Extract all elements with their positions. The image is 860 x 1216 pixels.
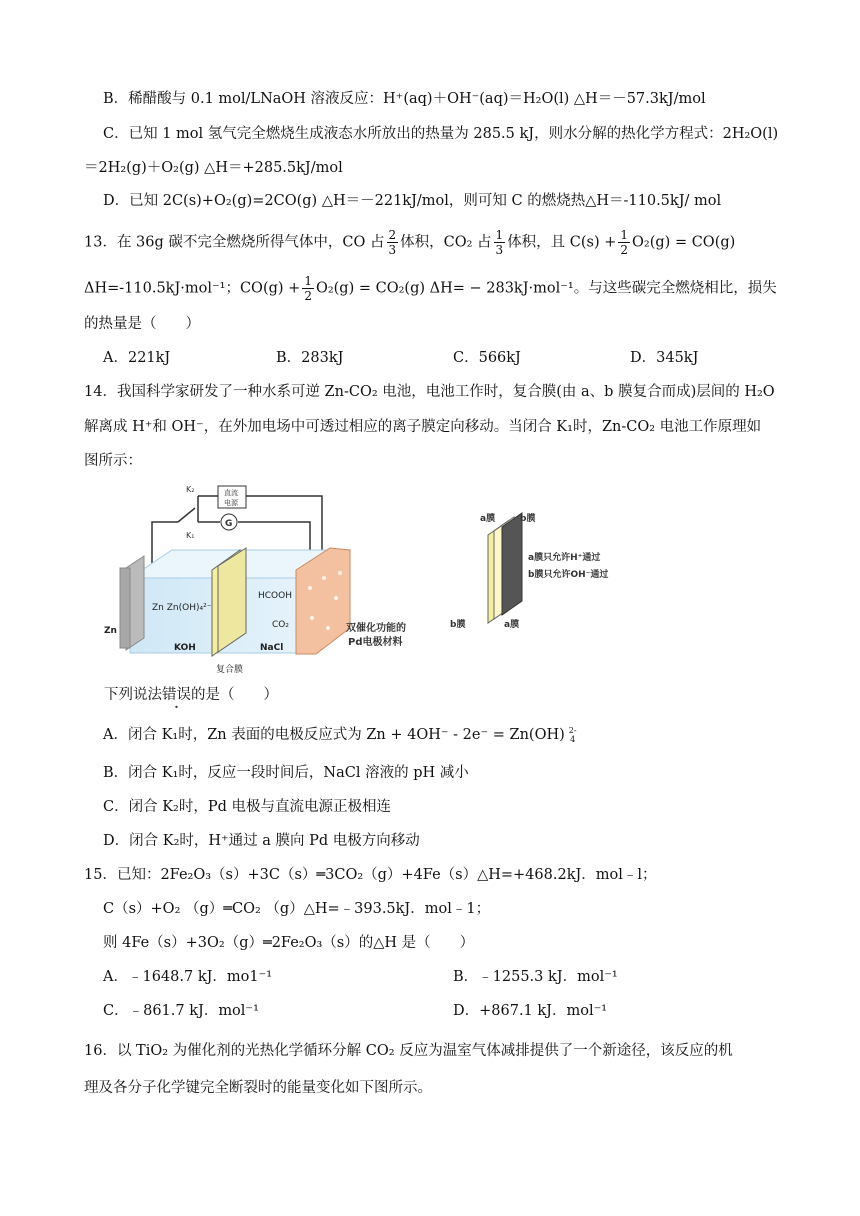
- nacl-label: NaCl: [260, 643, 284, 653]
- q14-stem-line2: 解离成 H⁺和 OH⁻，在外加电场中可透过相应的离子膜定向移动。当闭合 K₁时，Zn-CO₂ 电池工作原理如: [84, 419, 762, 435]
- fraction: $\frac{1}{2}$: [304, 274, 312, 303]
- q14-option-b: B．闭合 K₁时，反应一段时间后，NaCl 溶液的 pH 减小: [103, 765, 469, 781]
- fraction: $\frac{1}{3}$: [495, 228, 504, 257]
- q15-stem-line2: C（s）+O₂ （g）═CO₂ （g）△H=﹣393.5kJ．mol﹣1；: [103, 901, 491, 917]
- q15-option-d: D．+867.1 kJ．mol⁻¹: [453, 1003, 608, 1019]
- q13-option-b: B．283kJ: [276, 350, 344, 366]
- q15-option-b: B．﹣1255.3 kJ．mol⁻¹: [453, 969, 618, 985]
- q15-option-c: C．﹣861.7 kJ．mol⁻¹: [103, 1003, 259, 1019]
- b-film-note: b膜只允许OH⁻通过: [528, 570, 609, 580]
- q14-option-d: D．闭合 K₂时，H⁺通过 a 膜向 Pd 电极方向移动: [103, 833, 420, 849]
- q12-option-d: D．已知 2C(s)+O₂(g)=2CO(g) △H＝－221kJ/mol，则可知 C 的燃烧热△H＝-110.5kJ/ mol: [103, 193, 722, 209]
- q14-stem-line1: 14．我国科学家研发了一种水系可逆 Zn-CO₂ 电池，电池工作时，复合膜(由 a、b 膜复合而成)层间的 H₂O: [84, 384, 775, 400]
- b-film-top: b膜: [520, 514, 536, 524]
- pd-label-2: Pd电极材料: [348, 637, 403, 648]
- q12-option-c-line1: C．已知 1 mol 氢气完全燃烧生成液态水所放出的热量为 285.5 kJ，则水分解的热化学方程式：2H₂O(l): [103, 126, 779, 142]
- q12-option-c-line2: ＝2H₂(g)＋O₂(g) △H＝+285.5kJ/mol: [84, 160, 343, 176]
- emphasis-word: 错误: [162, 687, 191, 703]
- q16-stem-line1: 16．以 TiO₂ 为催化剂的光热化学循环分解 CO₂ 反应为温室气体减排提供了一个新途径，该反应的机: [84, 1043, 733, 1059]
- a-film-note: a膜只允许H⁺通过: [528, 553, 601, 563]
- composite-label: 复合膜: [216, 665, 244, 675]
- a-film-bottom: a膜: [504, 620, 520, 630]
- dc-power-label2: 电源: [224, 499, 238, 507]
- q13-option-d: D．345kJ: [630, 350, 699, 366]
- membrane-diagram: [448, 505, 638, 635]
- pd-label-1: 双催化功能的: [346, 623, 406, 634]
- q13-option-a: A．221kJ: [103, 350, 171, 366]
- a-film-top: a膜: [480, 514, 496, 524]
- hcooh-label: HCOOH: [258, 591, 292, 601]
- q14-question-stem: 下列说法错误的是（ ）: [104, 687, 278, 703]
- q15-stem-line3: 则 4Fe（s）+3O₂（g）═2Fe₂O₃（s）的△H 是（ ）: [103, 935, 475, 951]
- co2-label: CO₂: [272, 620, 289, 630]
- q15-option-a: A．﹣1648.7 kJ．mo1⁻¹: [103, 969, 273, 985]
- q13-stem-line1: 13．在 36g 碳不完全燃烧所得气体中，CO 占 $\frac{2}{3}$ 体积，CO₂ 占 $\frac{1}{3}$ 体积，且 C(s) + $\frac{1}{2}$ O₂(g) = CO(g): [84, 228, 736, 257]
- zn-reaction-label: Zn Zn(OH)₄²⁻: [152, 603, 212, 613]
- q13-stem-line3: 的热量是（ ）: [84, 316, 200, 332]
- q14-stem-line3: 图所示：: [84, 453, 142, 469]
- q14-option-a: A．闭合 K₁时，Zn 表面的电极反应式为 Zn + 4OH⁻ - 2e⁻ = Zn(OH) 2- 4: [103, 726, 577, 744]
- galvanometer-label: G: [225, 519, 233, 529]
- q16-stem-line2: 理及各分子化学键完全断裂时的能量变化如下图所示。: [84, 1080, 432, 1096]
- dc-power-label1: 直流: [224, 489, 238, 497]
- zn-co2-battery-diagram: [100, 478, 360, 678]
- k2-label: K₂: [186, 485, 195, 494]
- q13-stem-line2: ΔH=-110.5kJ·mol⁻¹；CO(g) + $\frac{1}{2}$ O₂(g) = CO₂(g) ΔH= − 283kJ·mol⁻¹。与这些碳完全燃烧相比，损失: [84, 274, 777, 303]
- zn-label: Zn: [104, 626, 117, 636]
- fraction: $\frac{1}{2}$: [620, 228, 629, 257]
- q13-option-c: C．566kJ: [453, 350, 521, 366]
- k1-label: K₁: [186, 531, 195, 540]
- q15-stem-line1: 15．已知：2Fe₂O₃（s）+3C（s）═3CO₂（g）+4Fe（s）△H=+468.2kJ．mol﹣l；: [84, 867, 657, 883]
- koh-label: KOH: [174, 643, 196, 653]
- q12-option-b: B．稀醋酸与 0.1 mol/LNaOH 溶液反应：H⁺(aq)＋OH⁻(aq)＝H₂O(l) △H＝－57.3kJ/mol: [103, 91, 706, 107]
- fraction: $\frac{2}{3}$: [388, 228, 397, 257]
- b-film-bottom: b膜: [450, 620, 466, 630]
- q14-option-c: C．闭合 K₂时，Pd 电极与直流电源正极相连: [103, 799, 391, 815]
